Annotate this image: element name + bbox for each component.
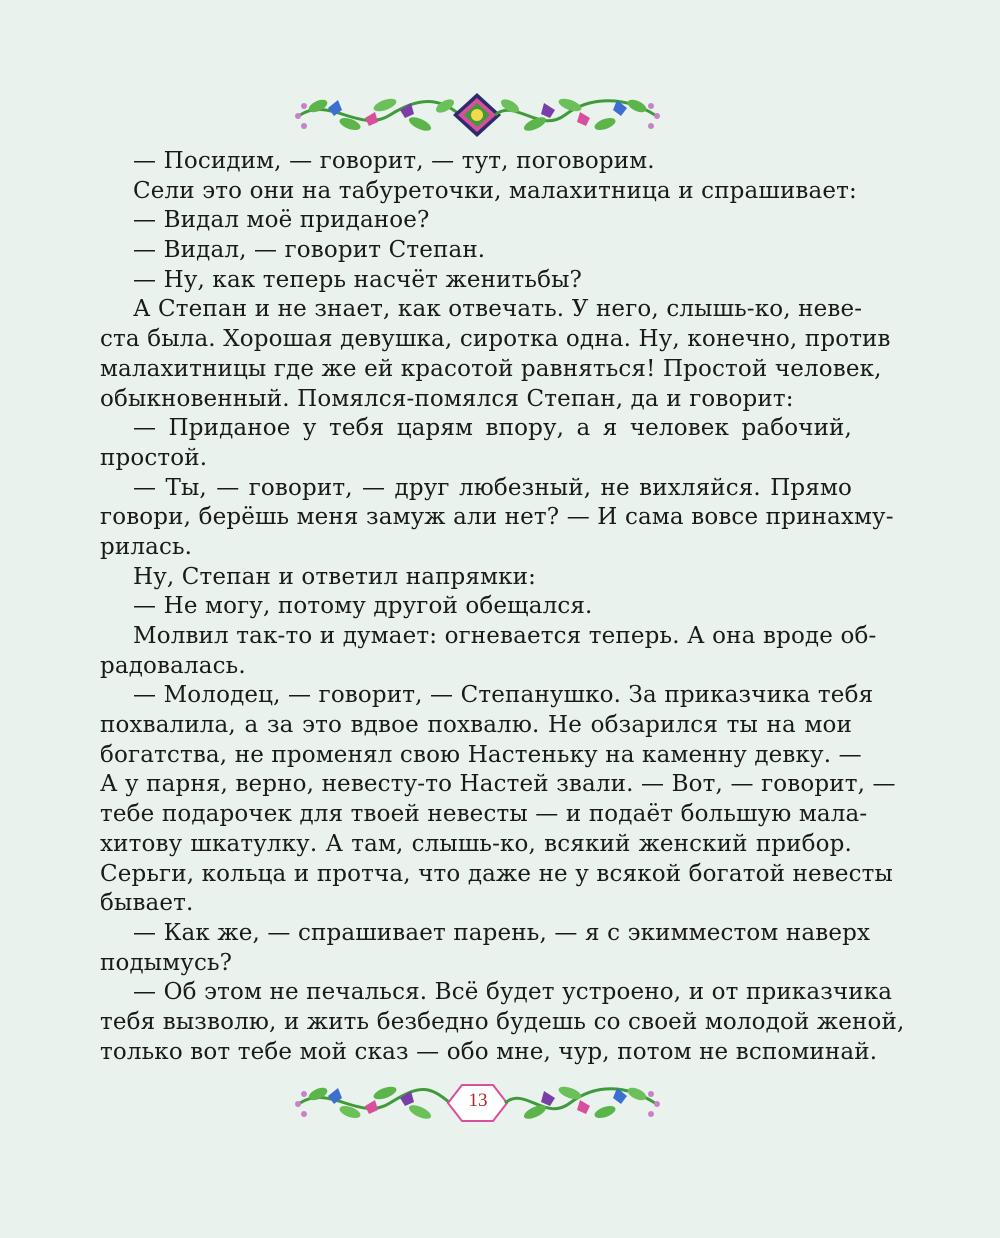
- ornament-vine-left: [295, 96, 460, 133]
- text-line: подымусь?: [100, 949, 233, 976]
- text-line: — Ты, — говорит, — друг любезный, не вихляйся. Прямо: [133, 474, 852, 501]
- text-line: тебе подарочек для твоей невесты — и подаёт большую мала-: [100, 801, 868, 828]
- text-line: простой.: [100, 444, 208, 471]
- ornament-vine-left: [295, 1084, 450, 1121]
- text-line: Ну, Степан и ответил напрямки:: [133, 563, 537, 590]
- text-line: радовалась.: [100, 652, 246, 679]
- text-line: малахитницы где же ей красотой равняться! Простой человек,: [100, 355, 882, 382]
- text-line: похвалила, а за это вдвое похвалю. Не обзарился ты на мои: [100, 712, 852, 739]
- text-line: — Молодец, — говорит, — Степанушко. За приказчика тебя: [133, 682, 874, 709]
- text-line: Молвил так-то и думает: огневается теперь. А она вроде об-: [133, 623, 877, 649]
- text-line: — Приданое у тебя царям впору, а я человек рабочий,: [133, 415, 852, 442]
- ornament-vine-right: [495, 96, 660, 133]
- text-line: ста была. Хорошая девушка, сиротка одна. Ну, конечно, против: [100, 326, 891, 353]
- text-line: хитову шкатулку. А там, слышь-ко, всякий женский прибор.: [100, 830, 852, 857]
- text-line: говори, берёшь меня замуж али нет? — И сама вовсе принахму-: [100, 504, 894, 531]
- text-line: только вот тебе мой сказ — обо мне, чур, потом не вспоминай.: [100, 1038, 878, 1065]
- story-text: [100, 147, 905, 1067]
- page-number: 13: [468, 1090, 488, 1111]
- text-line: — Видал, — говорит Степан.: [133, 237, 486, 264]
- text-line: — Ну, как теперь насчёт женитьбы?: [133, 266, 583, 293]
- text-line: — Посидим, — говорит, — тут, поговорим.: [133, 148, 655, 174]
- top-floral-ornament: [290, 88, 665, 142]
- text-line: Сели это они на табуреточки, малахитница и спрашивает:: [133, 177, 857, 204]
- text-line: — Как же, — спрашивает парень, — я с экимместом наверх: [133, 919, 871, 946]
- text-line: рилась.: [100, 533, 193, 560]
- text-line: — Об этом не печалься. Всё будет устроено, и от приказчика: [133, 979, 893, 1006]
- text-line: А у парня, верно, невесту-то Настей звали. — Вот, — говорит, —: [100, 771, 896, 798]
- text-line: А Степан и не знает, как отвечать. У него, слышь-ко, неве-: [133, 296, 863, 323]
- text-line: — Видал моё приданое?: [133, 207, 430, 234]
- text-line: Серьги, кольца и протча, что даже не у всякой богатой невесты: [100, 860, 894, 887]
- text-line: богатства, не променял свою Настеньку на каменну девку. —: [100, 741, 862, 768]
- text-line: бывает.: [100, 890, 194, 917]
- text-line: — Не могу, потому другой обещался.: [133, 593, 593, 620]
- text-line: обыкновенный. Помялся-помялся Степан, да и говорит:: [100, 385, 794, 412]
- text-line: тебя вызволю, и жить безбедно будешь со своей молодой женой,: [100, 1008, 905, 1035]
- ornament-vine-right: [505, 1084, 660, 1121]
- ornament-center-gem: [453, 93, 501, 137]
